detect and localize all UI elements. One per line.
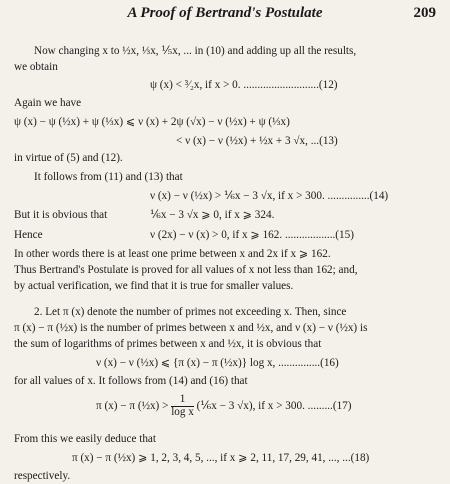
text-line: It follows from (11) and (13) that <box>34 171 183 183</box>
text-line: for all values of x. It follows from (14) and (16) that <box>14 375 248 387</box>
equation-15: ν (2x) − ν (x) > 0, if x ⩾ 162. ..................(15) <box>150 229 354 241</box>
equation-16: ν (x) − ν (½x) ⩽ {π (x) − π (½x)} log x, ...............(16) <box>96 357 339 369</box>
section-2-start: 2. Let π (x) denote the number of primes not exceeding x. Then, since <box>34 306 347 318</box>
running-header <box>0 4 450 24</box>
equation-18: π (x) − π (½x) ⩾ 1, 2, 3, 4, 5, ..., if x ⩾ 2, 11, 17, 29, 41, ..., ...(18) <box>72 452 370 464</box>
page-number: 209 <box>413 5 436 21</box>
text-line: Thus Bertrand's Postulate is proved for all values of x not less than 162; and, <box>14 264 358 276</box>
equation-17-lhs: π (x) − π (½x) > <box>96 399 169 412</box>
equation-13-part1: ψ (x) − ψ (½x) + ψ (⅓x) ⩽ ν (x) + 2ψ (√x) − ν (½x) + ψ (⅓x) <box>14 116 290 128</box>
text-line: But it is obvious that <box>14 209 108 221</box>
text-line: Hence <box>14 229 43 241</box>
text-line: In other words there is at least one prime between x and 2x if x ⩾ 162. <box>14 248 331 260</box>
fraction <box>171 394 194 419</box>
text-line: we obtain <box>14 61 58 73</box>
text-line: the sum of logarithms of primes between x and ½x, it is obvious that <box>14 338 322 350</box>
inequality-324: ⅙x − 3 √x ⩾ 0, if x ⩾ 324. <box>150 209 275 221</box>
equation-17-rhs: (⅙x − 3 √x), if x > 300. .........(17) <box>196 399 352 412</box>
text-line: Again we have <box>14 97 82 109</box>
fraction-denominator: log x <box>171 405 194 418</box>
text-line: by actual verification, we find that it is true for smaller values. <box>14 280 294 292</box>
equation-17 <box>96 394 352 419</box>
running-title: A Proof of Bertrand's Postulate <box>127 5 323 21</box>
fraction-numerator: 1 <box>171 394 194 407</box>
text-line: Now changing x to ½x, ⅓x, ⅕x, ... in (10) and adding up all the results, <box>34 45 357 57</box>
text-line: π (x) − π (½x) is the number of primes between x and ½x, and ν (x) − ν (½x) is <box>14 322 368 334</box>
text-line: From this we easily deduce that <box>14 433 156 445</box>
text-line: in virtue of (5) and (12). <box>14 152 123 164</box>
equation-12: ψ (x) < ³⁄₂x, if x > 0. ...........................(12) <box>150 79 338 91</box>
equation-13-part2: < ν (x) − ν (½x) + ½x + 3 √x, ...(13) <box>176 135 338 147</box>
equation-14: ν (x) − ν (½x) > ⅙x − 3 √x, if x > 300. ...............(14) <box>150 190 389 202</box>
text-line: respectively. <box>14 470 71 482</box>
